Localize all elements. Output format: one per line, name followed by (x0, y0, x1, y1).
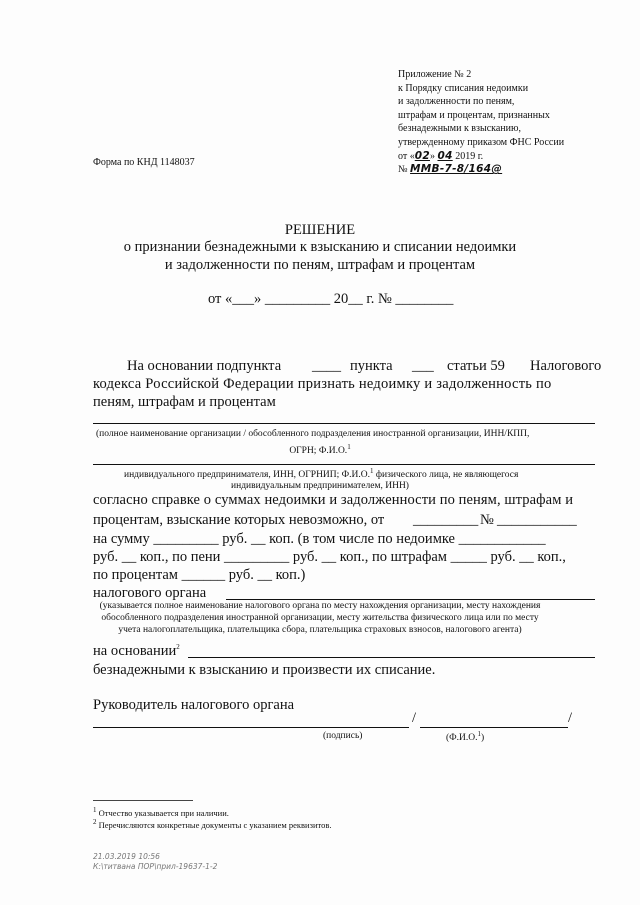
sign-caption: (подпись) (323, 731, 363, 741)
signature-heading: Руководитель налогового органа (93, 697, 295, 713)
blank-date: _________ (413, 512, 479, 528)
fill-line (188, 657, 595, 658)
appendix-line: и задолженности по пеням, (398, 96, 515, 108)
appendix-line: к Порядку списания недоимки (398, 82, 529, 94)
number-prefix: № (398, 164, 411, 176)
file-stamp-path: К:\титвана ПОР\прил-19637-1-2 (93, 862, 218, 871)
document-title: РЕШЕНИЕ (284, 222, 356, 238)
footnote-ref: 1 (370, 467, 374, 475)
basis-tax: Налогового (530, 358, 602, 374)
signature-line (93, 727, 409, 728)
file-stamp-date: 21.03.2019 10:56 (93, 852, 160, 861)
document-subtitle-2: и задолженности по пеням, штрафам и процентам (164, 257, 476, 273)
blank-paragraph: ___ (412, 358, 434, 374)
fill-line (93, 423, 595, 424)
caption-line: (полное наименование организации / обособленного подразделения иностранной организации, ИНН/КПП, (96, 429, 530, 439)
handwritten-day: 02 (414, 149, 430, 162)
paragraph-line: руб. __ коп., по пени _________ руб. __ коп., по штрафам _____ руб. __ коп., (93, 549, 566, 565)
fill-line (226, 599, 595, 600)
caption-text: индивидуального предпринимателя, ИНН, ОГРНИП; Ф.И.О. (124, 470, 371, 481)
basis-line (93, 643, 180, 660)
document-subtitle-1: о признании безнадежными к взысканию и списании недоимки (123, 239, 517, 255)
blank-number: ___________ (497, 512, 577, 528)
footnote-ref: 1 (347, 443, 351, 451)
caption-line (124, 467, 518, 480)
fio-line (420, 727, 568, 728)
paragraph-line: процентам, взыскание которых невозможно, от (93, 512, 385, 528)
date-prefix: от « (398, 150, 415, 162)
paragraph-line: согласно справке о суммах недоимки и задолженности по пеням, штрафам и (93, 492, 574, 508)
caption-line: обособленного подразделения иностранной организации, месту жительства физического лица или по месту (101, 613, 539, 623)
paragraph-line: на сумму _________ руб. __ коп. (в том числе по недоимке ____________ (93, 531, 546, 547)
caption-text: (Ф.И.О. (446, 733, 478, 744)
paragraph-line: по процентам ______ руб. __ коп.) (93, 567, 306, 583)
date-mid: » (429, 150, 438, 162)
appendix-block (398, 68, 564, 177)
paragraph-line: пеням, штрафам и процентам (93, 394, 276, 410)
paragraph-line: налогового органа (93, 585, 207, 601)
fio-caption (446, 730, 484, 743)
separator-slash: / (412, 710, 417, 726)
appendix-line: утвержденному приказом ФНС России (398, 136, 565, 148)
appendix-line: Приложение № 2 (398, 69, 472, 80)
caption-line: учета налогоплательщика, плательщика сбора, плательщика страховых взносов, налогового агента) (118, 625, 522, 635)
footnote-number: 1 (93, 806, 97, 814)
footnote-ref: 2 (176, 643, 180, 652)
number-sign: № (480, 512, 494, 528)
caption-line: (указывается полное наименование налогового органа по месту нахождения организации, месту нахождения (99, 601, 541, 611)
appendix-line: безнадежными к взысканию, (398, 123, 521, 135)
separator-slash: / (568, 710, 573, 726)
appendix-number (398, 163, 564, 177)
caption-line: индивидуальным предпринимателем, ИНН) (231, 481, 409, 491)
paragraph-line: безнадежными к взысканию и произвести их списание. (93, 662, 436, 678)
handwritten-month: 04 (437, 149, 453, 162)
caption-line (0, 443, 640, 456)
caption-text: физического лица, не являющегося (373, 470, 519, 481)
blank-subparagraph: ____ (312, 358, 341, 374)
basis-article: статьи 59 (447, 358, 505, 374)
caption-text: ОГРН; Ф.И.О. (289, 446, 348, 457)
appendix-date (398, 150, 564, 164)
footnote-text: Отчество указывается при наличии. (96, 807, 229, 818)
form-knd-code: Форма по КНД 1148037 (93, 157, 195, 168)
date-year: 2019 г. (452, 150, 484, 162)
paragraph-line: кодекса Российской Федерации признать недоимку и задолженность по (93, 376, 552, 392)
basis-paragraph: пункта (350, 358, 393, 374)
decision-date-line: от «___» _________ 20__ г. № ________ (208, 291, 454, 307)
caption-text: ) (481, 733, 485, 744)
footnote-2 (93, 818, 332, 830)
basis-text: на основании (93, 643, 177, 659)
fill-line (93, 464, 595, 465)
footnote-ref: 1 (477, 730, 482, 738)
footnote-number: 2 (93, 818, 97, 826)
basis-subparagraph: На основании подпункта (127, 358, 282, 374)
handwritten-number: ММВ-7-8/164@ (410, 163, 503, 176)
footnote-text: Перечисляются конкретные документы с указанием реквизитов. (96, 819, 332, 830)
footnote-separator (93, 800, 193, 801)
appendix-line: штрафам и процентам, признанных (398, 109, 550, 121)
footnote-1 (93, 806, 229, 818)
